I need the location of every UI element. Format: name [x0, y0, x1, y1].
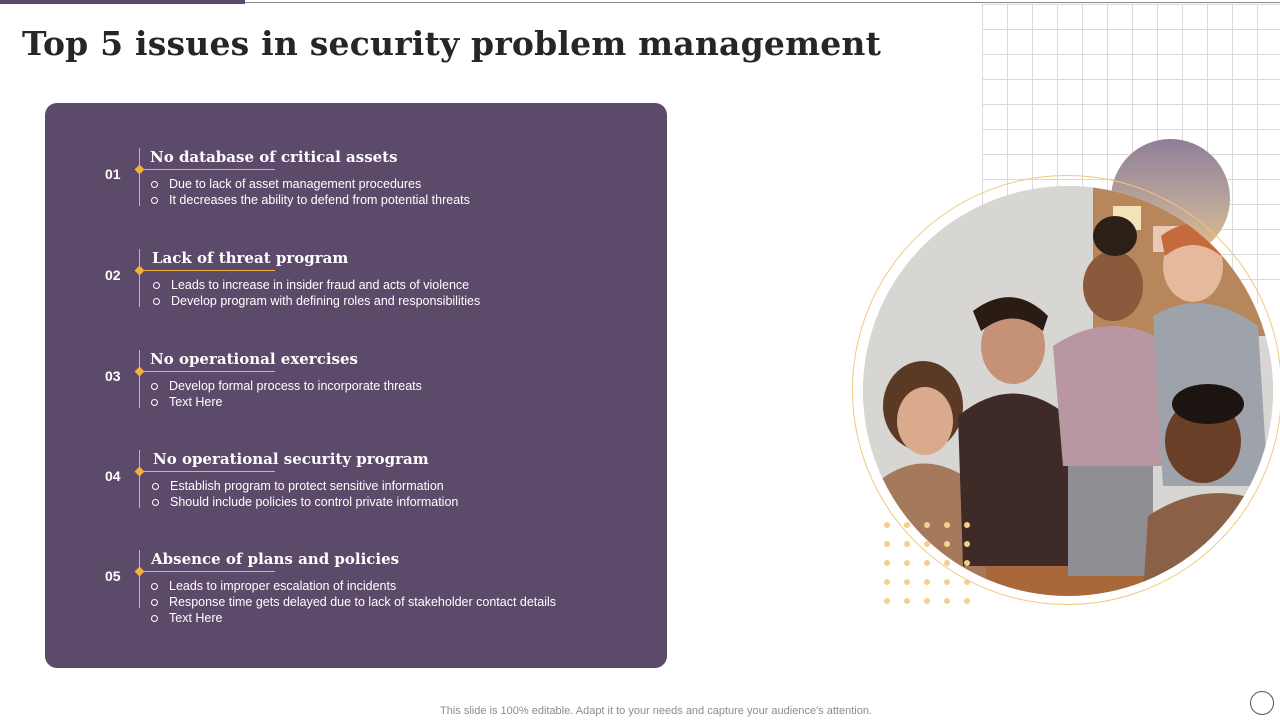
heading-underline	[139, 270, 275, 271]
issue-bullets	[150, 176, 470, 208]
issue-number: 04	[105, 468, 121, 484]
heading-underline	[139, 169, 275, 170]
dot	[944, 541, 950, 547]
bullet-item: Leads to increase in insider fraud and acts of violence	[152, 277, 480, 293]
bullet-item: Leads to improper escalation of incidents	[150, 578, 556, 594]
dot	[924, 579, 930, 585]
bullet-item: Establish program to protect sensitive information	[151, 478, 458, 494]
issue-heading: No database of critical assets	[150, 148, 398, 166]
issue-bullets	[150, 378, 422, 410]
bullet-item: Develop program with defining roles and responsibilities	[152, 293, 480, 309]
dot	[944, 579, 950, 585]
timeline-line	[139, 550, 140, 608]
dot	[904, 522, 910, 528]
dot	[924, 522, 930, 528]
dot	[884, 522, 890, 528]
dot	[904, 560, 910, 566]
timeline-line	[139, 450, 140, 508]
issue-number: 03	[105, 368, 121, 384]
timeline-dot	[135, 467, 145, 477]
dot	[964, 560, 970, 566]
timeline-line	[139, 148, 140, 206]
timeline-line	[139, 350, 140, 408]
issue-bullets	[150, 578, 556, 626]
dot	[884, 541, 890, 547]
dot	[964, 541, 970, 547]
top-divider	[245, 2, 1280, 3]
issue-number: 05	[105, 568, 121, 584]
issue-heading: Lack of threat program	[152, 249, 349, 267]
dot	[904, 579, 910, 585]
dot	[944, 598, 950, 604]
dot	[884, 560, 890, 566]
bullet-item: Text Here	[150, 610, 556, 626]
bullet-item: It decreases the ability to defend from potential threats	[150, 192, 470, 208]
bullet-item: Response time gets delayed due to lack of stakeholder contact details	[150, 594, 556, 610]
issue-item-04	[45, 450, 645, 530]
dot	[944, 560, 950, 566]
dot	[964, 579, 970, 585]
heading-underline	[139, 371, 275, 372]
timeline-dot	[135, 567, 145, 577]
timeline-dot	[135, 266, 145, 276]
issues-panel	[45, 103, 667, 668]
issue-heading: No operational security program	[153, 450, 429, 468]
issue-item-05	[45, 550, 645, 630]
timeline-dot	[135, 165, 145, 175]
dot	[944, 522, 950, 528]
slide-footer: This slide is 100% editable. Adapt it to your needs and capture your audience's attention.	[440, 705, 872, 717]
issue-bullets	[151, 478, 458, 510]
timeline-dot	[135, 367, 145, 377]
top-accent-bar	[0, 0, 245, 4]
decorative-dot-grid	[884, 522, 970, 604]
dot	[884, 579, 890, 585]
dot	[884, 598, 890, 604]
dot	[964, 598, 970, 604]
issue-item-03	[45, 350, 645, 430]
bullet-item: Text Here	[150, 394, 422, 410]
issue-heading: No operational exercises	[150, 350, 358, 368]
issue-item-01	[45, 148, 645, 228]
dot	[924, 598, 930, 604]
dot	[924, 541, 930, 547]
dot	[904, 598, 910, 604]
bullet-item: Should include policies to control private information	[151, 494, 458, 510]
corner-circle[interactable]	[1250, 691, 1274, 715]
issue-heading: Absence of plans and policies	[151, 550, 400, 568]
slide-title: Top 5 issues in security problem management	[22, 24, 882, 63]
bullet-item: Develop formal process to incorporate threats	[150, 378, 422, 394]
dot	[924, 560, 930, 566]
timeline-line	[139, 249, 140, 307]
dot	[904, 541, 910, 547]
issue-number: 01	[105, 166, 121, 182]
heading-underline	[139, 471, 275, 472]
dot	[964, 522, 970, 528]
issue-item-02	[45, 249, 645, 329]
issue-number: 02	[105, 267, 121, 283]
heading-underline	[139, 571, 275, 572]
bullet-item: Due to lack of asset management procedures	[150, 176, 470, 192]
issue-bullets	[152, 277, 480, 309]
